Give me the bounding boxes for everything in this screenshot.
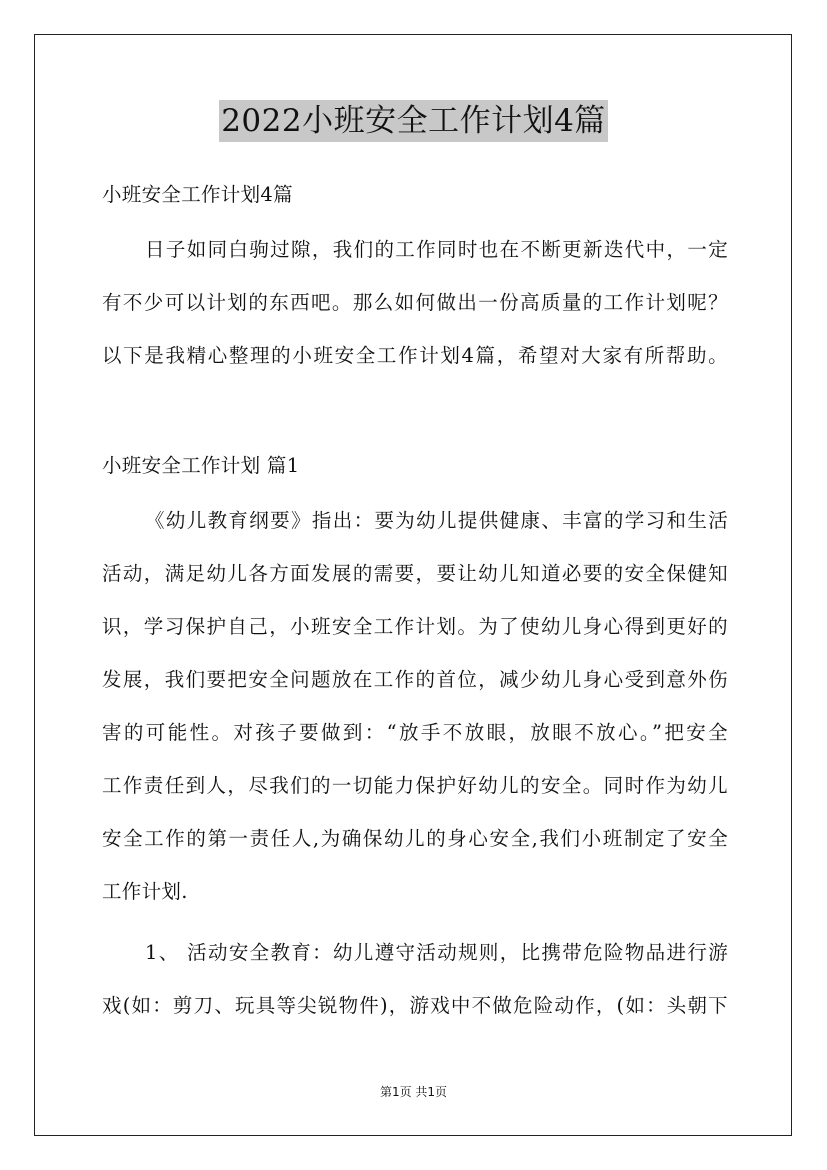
section-line-3: 识，学习保护自己，小班安全工作计划。为了使幼儿身心得到更好的 bbox=[102, 615, 728, 638]
section-line-7: 安全工作的第一责任人,为确保幼儿的身心安全,我们小班制定了安全 bbox=[102, 827, 728, 850]
section-line-8: 工作计划. bbox=[102, 880, 188, 903]
document-subtitle: 小班安全工作计划4篇 bbox=[102, 183, 293, 206]
section-line-1: 《幼儿教育纲要》指出：要为幼儿提供健康、丰富的学习和生活 bbox=[145, 509, 728, 532]
intro-line-2: 有不少可以计划的东西吧。那么如何做出一份高质量的工作计划呢？ bbox=[102, 291, 728, 314]
section-line-4: 发展，我们要把安全问题放在工作的首位，减少幼儿身心受到意外伤 bbox=[102, 668, 728, 691]
item-line-1: 1、 活动安全教育：幼儿遵守活动规则，比携带危险物品进行游 bbox=[145, 941, 728, 964]
document-title: 2022小班安全工作计划4篇 bbox=[219, 100, 608, 142]
page-footer: 第1页 共1页 bbox=[379, 1085, 448, 1099]
section-line-2: 活动，满足幼儿各方面发展的需要，要让幼儿知道必要的安全保健知 bbox=[102, 562, 728, 585]
section-line-6: 工作责任到人，尽我们的一切能力保护好幼儿的安全。同时作为幼儿 bbox=[102, 774, 728, 797]
intro-line-3: 以下是我精心整理的小班安全工作计划4篇，希望对大家有所帮助。 bbox=[102, 344, 728, 367]
section-line-5: 害的可能性。对孩子要做到：“放手不放眼，放眼不放心。”把安全 bbox=[102, 721, 728, 744]
section-heading: 小班安全工作计划 篇1 bbox=[102, 454, 300, 477]
title-container bbox=[0, 100, 827, 142]
item-line-2: 戏(如：剪刀、玩具等尖锐物件)，游戏中不做危险动作，(如：头朝下 bbox=[102, 994, 728, 1017]
intro-line-1: 日子如同白驹过隙，我们的工作同时也在不断更新迭代中，一定 bbox=[145, 238, 728, 261]
